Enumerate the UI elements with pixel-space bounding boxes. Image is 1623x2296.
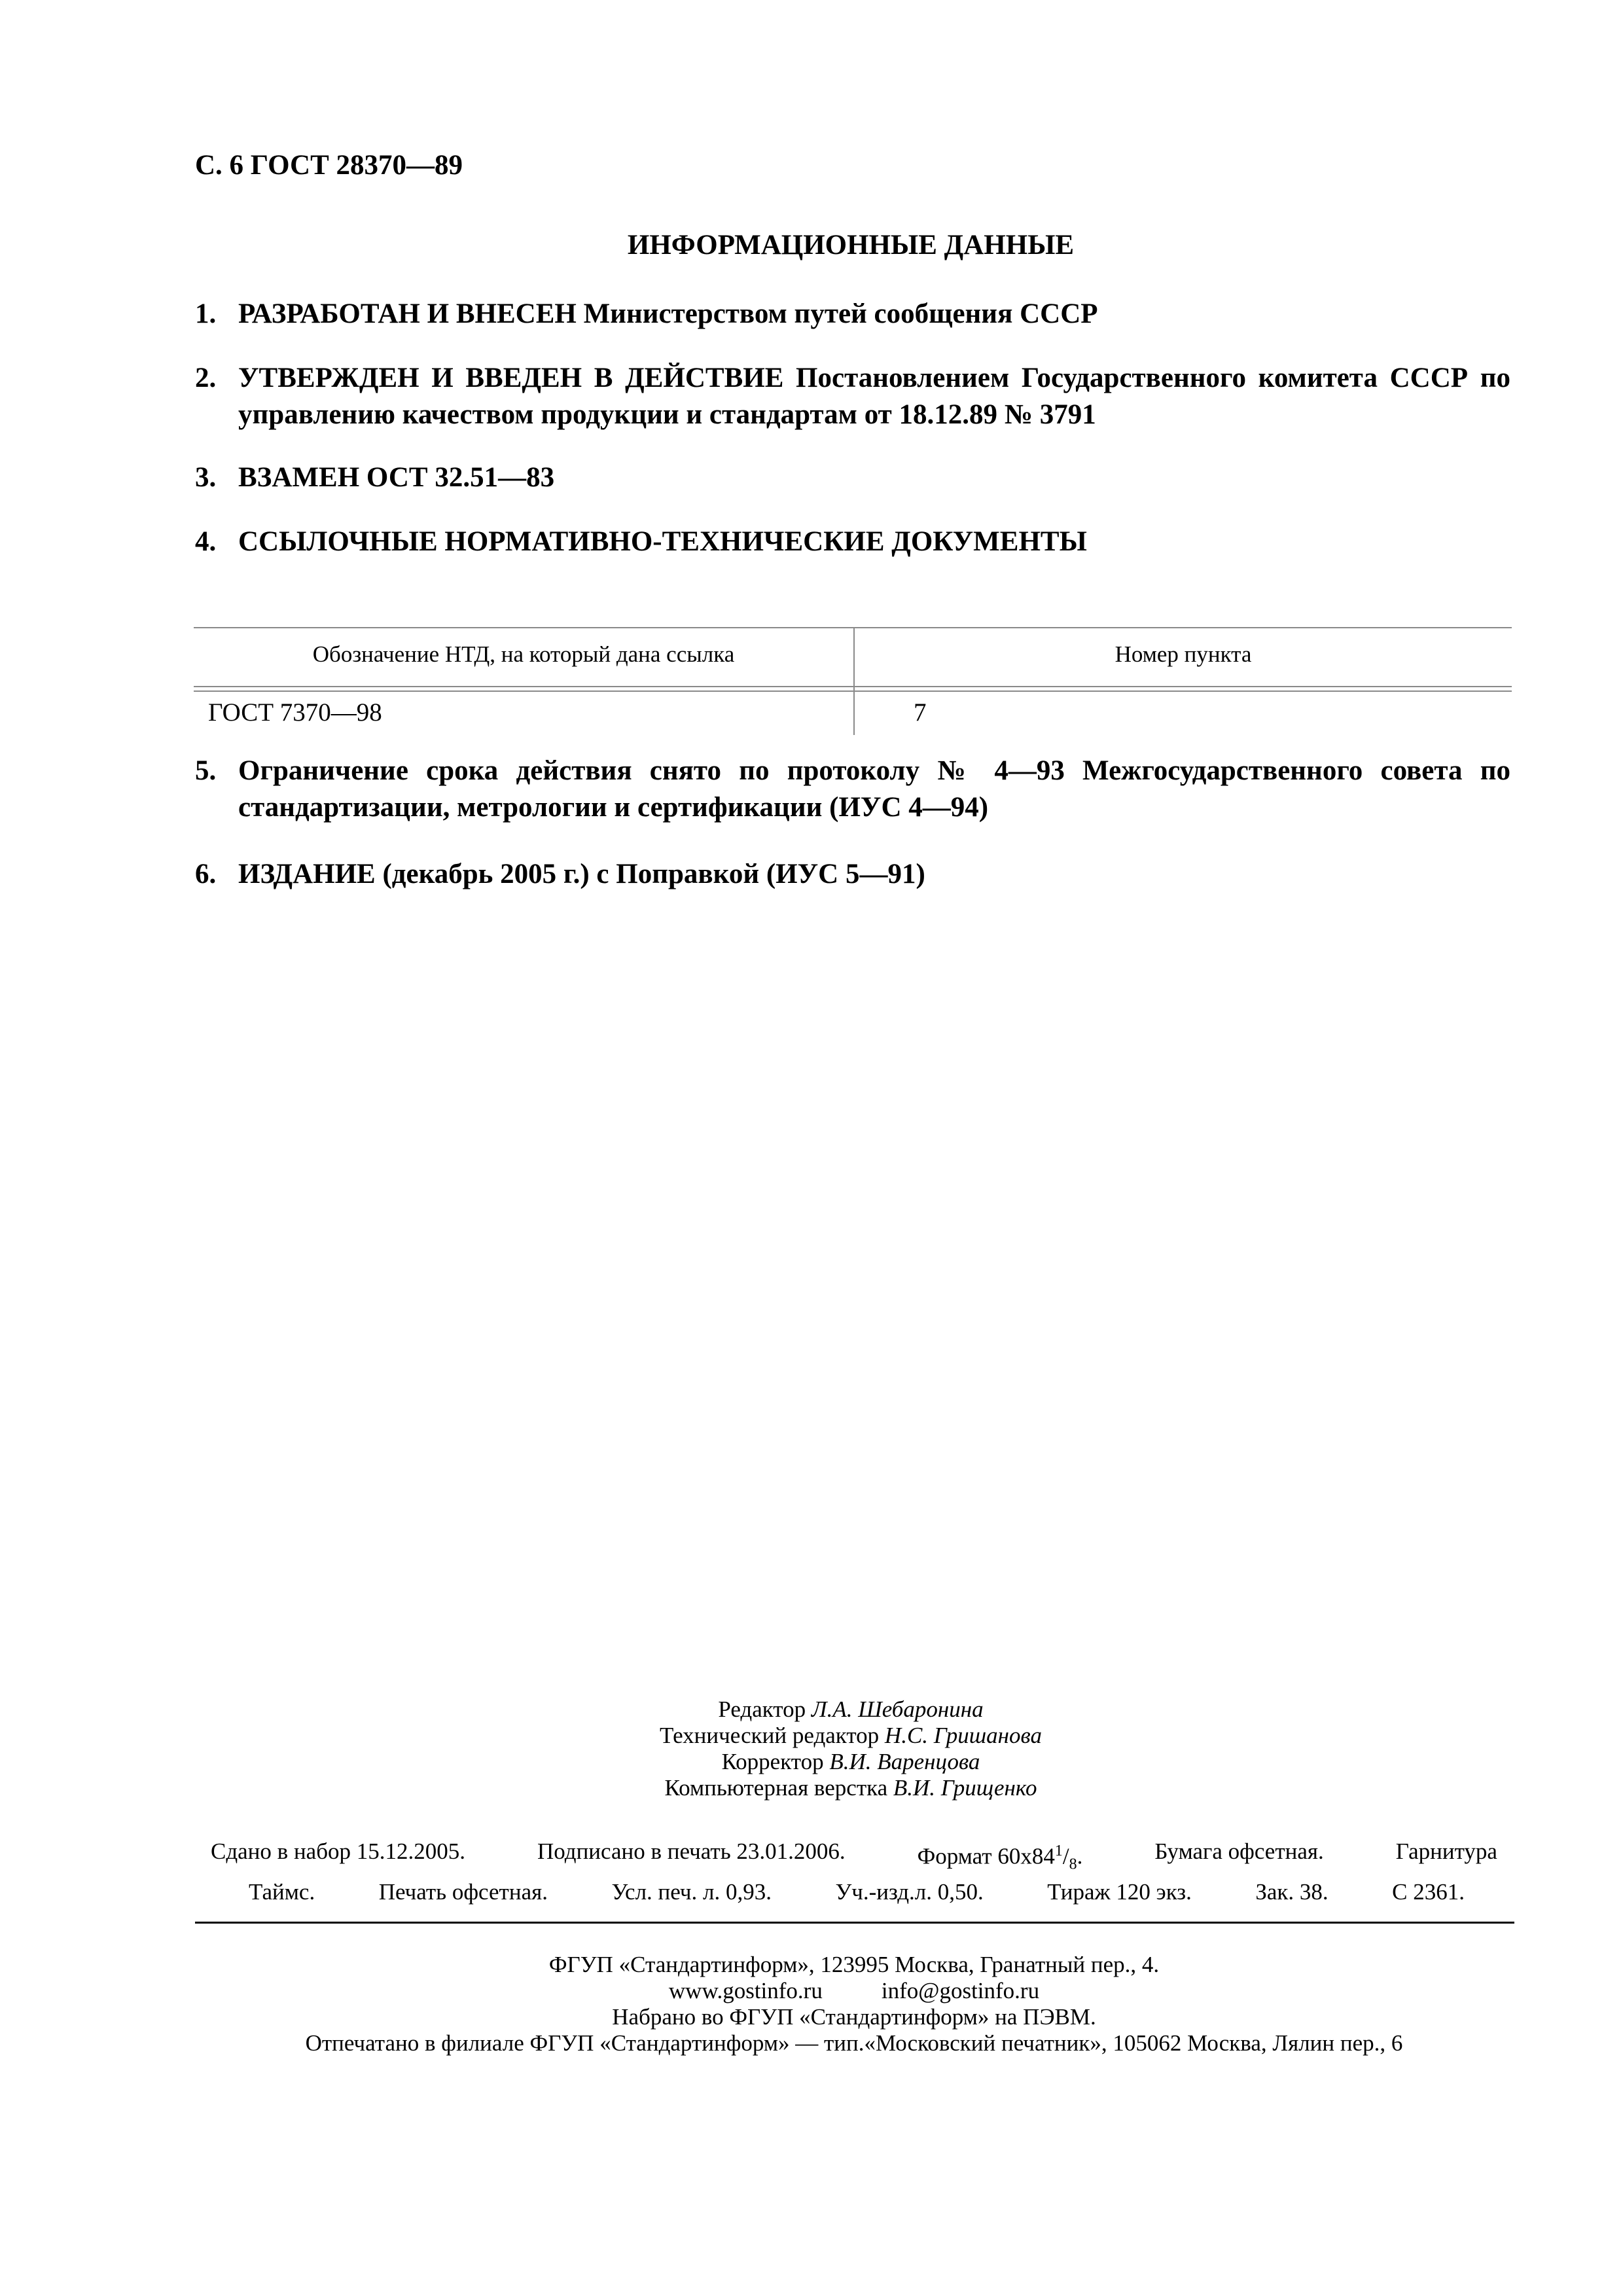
credit-line: [458, 1749, 1243, 1775]
info-item-3: [195, 459, 1510, 496]
item-number: 1.: [195, 298, 217, 329]
table-rule-top: [194, 627, 1512, 628]
info-item-2: [195, 360, 1510, 433]
item-text: (декабрь 2005 г.) с Поправкой (ИУС 5—91): [375, 859, 925, 889]
credit-role: Технический редактор: [660, 1723, 880, 1748]
credit-line: [458, 1775, 1243, 1801]
imprint-field: Печать офсетная.: [378, 1878, 548, 1905]
imprint-field: Зак. 38.: [1255, 1878, 1329, 1905]
table-header-rule: [194, 691, 1512, 692]
imprint-field: Уч.-изд.л. 0,50.: [835, 1878, 984, 1905]
imprint-field: Сдано в набор 15.12.2005.: [211, 1839, 466, 1864]
imprint-field: Формат 60х84: [917, 1843, 1055, 1869]
item-number: 2.: [195, 363, 217, 393]
table-header-clause: Номер пункта: [1115, 641, 1252, 667]
format-fraction-denominator: 8: [1069, 1856, 1077, 1873]
item-caps: РАЗРАБОТАН И ВНЕСЕН: [238, 298, 577, 329]
item-caps: ССЫЛОЧНЫЕ НОРМАТИВНО-ТЕХНИЧЕСКИЕ ДОКУМЕНТЫ: [238, 526, 1087, 557]
footer-divider: [195, 1922, 1514, 1924]
imprint-field: Тираж 120 экз.: [1047, 1878, 1192, 1905]
table-cell-clause: 7: [914, 698, 927, 726]
item-number: 6.: [195, 859, 217, 889]
item-caps: УТВЕРЖДЕН И ВВЕДЕН В ДЕЙСТВИЕ: [238, 363, 784, 393]
print-imprint: [211, 1838, 1497, 1905]
imprint-field: Таймс.: [249, 1878, 315, 1905]
item-text: Постановлением Государственного комитета СССР по управлению качеством продукции и стандартам от 18.12.89 № 3791: [238, 363, 1510, 430]
publisher-contacts: [196, 1978, 1512, 2004]
item-caps: ВЗАМЕН ОСТ 32.51—83: [238, 462, 555, 493]
reference-table: [194, 627, 1512, 735]
typeset-note: Набрано во ФГУП «Стандартинформ» на ПЭВМ.: [612, 2004, 1096, 2030]
publisher-address: ФГУП «Стандартинформ», 123995 Москва, Гранатный пер., 4.: [548, 1952, 1160, 1977]
imprint-field: Усл. печ. л. 0,93.: [611, 1878, 772, 1905]
imprint-field: Бумага офсетная.: [1154, 1839, 1324, 1864]
publisher-email[interactable]: info@gostinfo.ru: [881, 1978, 1040, 2003]
item-caps: ИЗДАНИЕ: [238, 859, 376, 889]
credit-role: Редактор: [718, 1696, 806, 1722]
info-item-1: [195, 296, 1510, 332]
publisher-website[interactable]: www.gostinfo.ru: [668, 1978, 823, 2003]
credit-name: Л.А. Шебаронина: [811, 1696, 984, 1722]
imprint-field: Подписано в печать 23.01.2006.: [537, 1839, 846, 1864]
credit-name: Н.С. Гришанова: [884, 1723, 1042, 1748]
printed-note: Отпечатано в филиале ФГУП «Стандартинформ» — тип.«Московский печатник», 105062 Москва, Лялин пер., 6: [305, 2030, 1403, 2056]
credit-line: [458, 1696, 1243, 1723]
info-item-4: [195, 524, 1510, 560]
publisher-info: [196, 1952, 1512, 2056]
table-cell-designation: ГОСТ 7370—98: [208, 698, 382, 726]
section-title: ИНФОРМАЦИОННЫЕ ДАННЫЕ: [627, 230, 1075, 260]
imprint-row: [211, 1878, 1497, 1905]
table-header-rule: [194, 686, 1512, 687]
imprint-format: Формат $60х84^1/_8$.: [917, 1842, 1083, 1873]
info-item-6: [195, 856, 1510, 893]
item-number: 4.: [195, 526, 217, 557]
item-number: 3.: [195, 462, 217, 493]
credit-role: Корректор: [721, 1749, 824, 1774]
credit-name: В.И. Варенцова: [829, 1749, 980, 1774]
page-header: С. 6 ГОСТ 28370—89: [195, 150, 463, 181]
item-text: Министерством путей сообщения СССР: [576, 298, 1098, 329]
item-text: Ограничение срока действия снято по протоколу № 4—93 Межгосударственного совета по стандартизации, метрологии и сертификации (ИУС 4—94): [238, 755, 1510, 823]
credit-role: Компьютерная верстка: [664, 1775, 888, 1801]
credit-line: [458, 1723, 1243, 1749]
item-number: 5.: [195, 755, 217, 786]
credit-name: В.И. Грищенко: [893, 1775, 1037, 1801]
imprint-field: С 2361.: [1392, 1878, 1465, 1905]
format-fraction-numerator: 1: [1054, 1842, 1063, 1859]
imprint-field: Гарнитура: [1395, 1839, 1497, 1864]
imprint-row: [211, 1838, 1497, 1878]
info-item-5: [195, 753, 1510, 826]
table-header-designation: Обозначение НТД, на который дана ссылка: [312, 641, 735, 667]
editorial-credits: [458, 1696, 1243, 1801]
